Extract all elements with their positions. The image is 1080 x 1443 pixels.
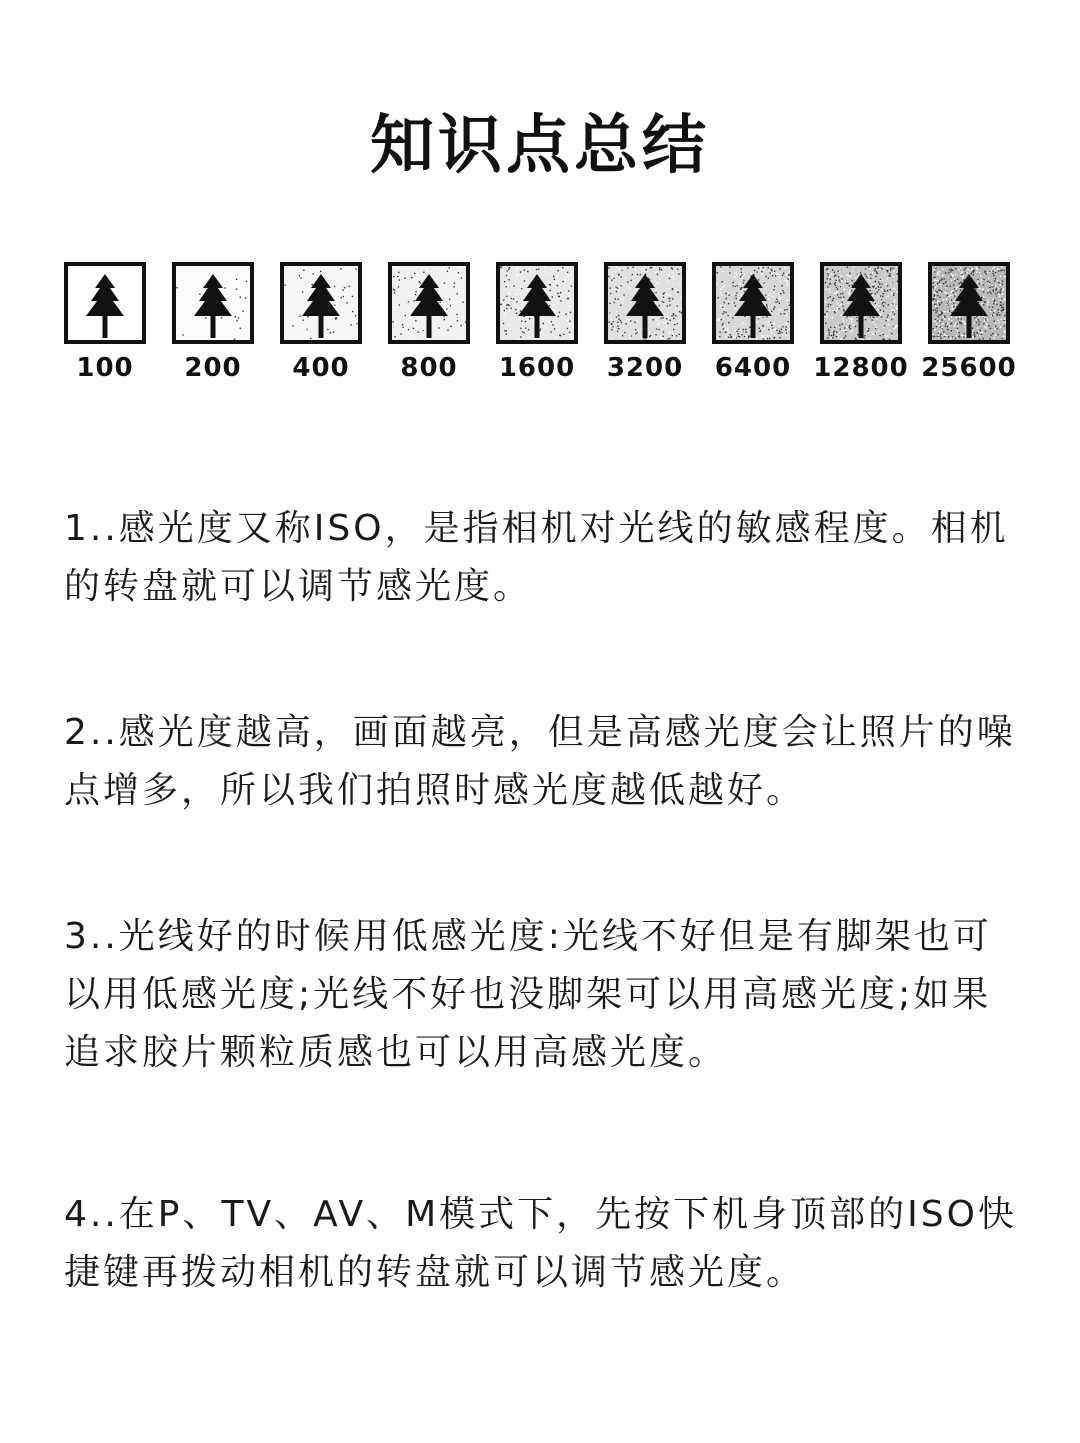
iso-value-label: 400 <box>292 353 350 383</box>
iso-sample-25600 <box>921 262 1017 392</box>
tree-icon <box>608 266 682 340</box>
tree-icon <box>284 266 358 340</box>
tree-icon <box>392 266 466 340</box>
page-title: 知识点总结 <box>370 109 710 183</box>
paragraph-2: 2..感光度越高，画面越亮，但是高感光度会让照片的噪点增多，所以我们拍照时感光度越低越好。 <box>64 712 1016 811</box>
iso-sample-frame <box>172 262 254 344</box>
iso-sample-frame <box>388 262 470 344</box>
tree-icon <box>68 266 142 340</box>
iso-sample-frame <box>928 262 1010 344</box>
iso-value-label: 25600 <box>921 353 1017 383</box>
iso-sample-3200 <box>604 262 686 392</box>
iso-sample-100 <box>64 262 146 392</box>
tree-icon <box>824 266 898 340</box>
iso-sample-400 <box>280 262 362 392</box>
iso-sample-frame <box>712 262 794 344</box>
iso-sample-frame <box>604 262 686 344</box>
iso-sample-200 <box>172 262 254 392</box>
iso-value-label: 100 <box>76 353 134 383</box>
tree-icon <box>176 266 250 340</box>
iso-sample-frame <box>820 262 902 344</box>
tree-icon <box>716 266 790 340</box>
tree-icon <box>500 266 574 340</box>
iso-sample-6400 <box>712 262 794 392</box>
iso-value-label: 800 <box>400 353 458 383</box>
iso-sample-800 <box>388 262 470 392</box>
paragraph-3: 3..光线好的时候用低感光度:光线不好但是有脚架也可以用低感光度;光线不好也没脚架可以用高感光度;如果追求胶片颗粒质感也可以用高感光度。 <box>64 916 992 1073</box>
iso-sample-12800 <box>813 262 909 392</box>
iso-sample-1600 <box>496 262 578 392</box>
iso-value-label: 6400 <box>714 353 792 383</box>
iso-sample-frame <box>496 262 578 344</box>
iso-value-label: 3200 <box>606 353 684 383</box>
iso-value-label: 200 <box>184 353 242 383</box>
iso-sample-frame <box>64 262 146 344</box>
iso-value-label: 1600 <box>498 353 576 383</box>
iso-sample-frame <box>280 262 362 344</box>
iso-noise-scale <box>0 262 1080 392</box>
paragraph-4: 4..在P、TV、AV、M模式下，先按下机身顶部的ISO快捷键再拨动相机的转盘就可以调节感光度。 <box>64 1194 1017 1293</box>
iso-value-label: 12800 <box>813 353 909 383</box>
tree-icon <box>932 266 1006 340</box>
paragraph-1: 1..感光度又称ISO，是指相机对光线的敏感程度。相机的转盘就可以调节感光度。 <box>64 508 1009 607</box>
